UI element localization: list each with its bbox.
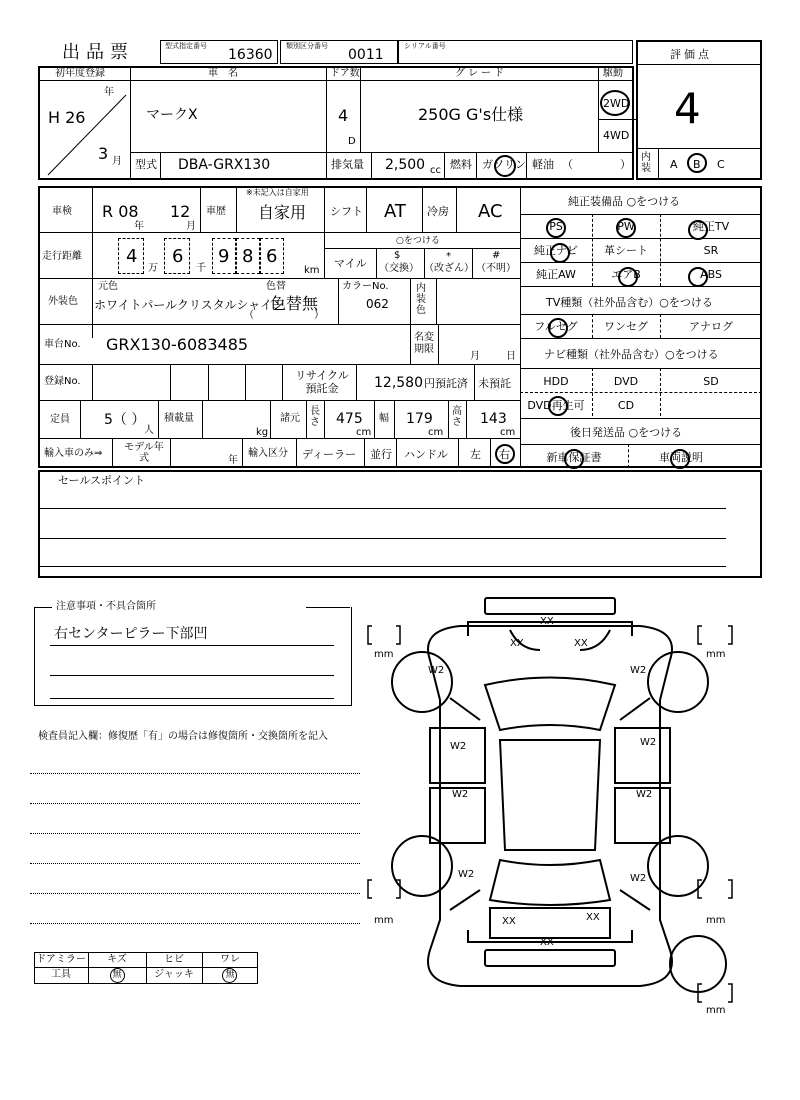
reg-no-label: 登録No. <box>44 376 81 387</box>
docs-manual-circle <box>670 449 690 469</box>
fuel-label: 燃料 <box>450 158 472 171</box>
docs-title: 後日発送品 ○をつける <box>570 426 683 439</box>
width-unit: cm <box>428 427 444 438</box>
inspection-month-unit: 月 <box>186 221 196 232</box>
nav-title: ナビ種類（社外品含む）○をつける <box>544 348 719 361</box>
score-label: 評価点 <box>670 48 712 61</box>
diagram-mm-front-right: mm <box>706 649 726 660</box>
dimensions-label: 諸元 <box>280 413 300 424</box>
length-value: 475 <box>336 411 363 427</box>
color-no-label: カラーNo. <box>342 281 389 292</box>
mileage-opt-exchange: （交換） <box>379 263 419 274</box>
equipment-title: 純正装備品 ○をつける <box>568 195 681 208</box>
orig-color-label: 元色 <box>98 281 118 292</box>
mileage-opt-tamper-sym: * <box>446 251 451 262</box>
tools-circle <box>110 968 125 983</box>
tools-label: 工具 <box>51 969 71 980</box>
mileage-digit-5-value: 6 <box>266 246 278 267</box>
nav-dvd: DVD <box>613 375 639 388</box>
tools-value: 無 <box>112 970 122 980</box>
name-change-day: 日 <box>506 351 516 362</box>
history-note: ※未記入は自家用 <box>246 188 309 197</box>
drive-label: 駆動 <box>603 68 623 79</box>
damage-mark-14: XX <box>540 937 554 948</box>
docs-manual: 車両説明 <box>659 451 703 464</box>
inspection-label: 車検 <box>52 206 72 217</box>
notes-label: 注意事項・不具合箇所 <box>56 601 156 612</box>
equip-tv: 純正TV <box>692 220 730 233</box>
equip-pw-circle <box>616 218 636 238</box>
inspection-era: R 08 <box>102 202 139 221</box>
car-name: マークX <box>146 107 198 123</box>
docs-warranty: 新車保証書 <box>546 451 602 464</box>
mirror-header-3: ヒビ <box>164 954 184 965</box>
fuel-other-close: ） <box>620 158 631 171</box>
tv-analog: アナログ <box>689 320 733 333</box>
equip-abs-circle <box>688 267 708 287</box>
height-unit: cm <box>500 427 516 438</box>
orig-color: ホワイトパールクリスタルシャイン <box>94 298 285 312</box>
history-value: 自家用 <box>258 203 307 222</box>
interior-color-label: 内装色 <box>416 283 426 316</box>
displacement-unit: cc <box>430 165 441 176</box>
import-type-label: 輸入区分 <box>248 448 288 459</box>
damage-mark-13: XX <box>586 912 600 923</box>
ac-label: 冷房 <box>427 205 449 218</box>
height-label: 高さ <box>452 406 462 428</box>
handle-label: ハンドル <box>404 448 448 461</box>
inspection-year-unit: 年 <box>134 221 144 232</box>
length-label: 長さ <box>310 406 320 428</box>
interior-c: C <box>717 158 725 171</box>
damage-mark-4: W2 <box>428 665 445 676</box>
equip-leather: 革シート <box>604 244 648 257</box>
mileage-opt-unknown: （不明） <box>476 263 516 274</box>
serial-label: シリアル番号 <box>404 42 446 50</box>
damage-mark-8: W2 <box>452 789 469 800</box>
load-unit: kg <box>256 427 269 438</box>
damage-mark-7: W2 <box>640 737 657 748</box>
damage-mark-10: W2 <box>458 869 475 880</box>
model-year-label: モデル年式 <box>124 442 164 464</box>
handle-left: 左 <box>470 448 481 461</box>
damage-mark-11: W2 <box>630 873 647 884</box>
equip-pw: PW <box>617 220 635 233</box>
equip-aw: 純正AW <box>536 268 576 281</box>
drive-4wd: 4WD <box>603 129 630 142</box>
parallel: 並行 <box>370 448 392 461</box>
chassis-value: GRX130-6083485 <box>106 335 249 354</box>
repaint-label: 色替 <box>266 281 286 292</box>
sales-point-box <box>38 470 762 578</box>
model-year-unit: 年 <box>228 455 238 466</box>
mileage-opt-mile: マイル <box>334 257 367 270</box>
inspection-month: 12 <box>170 202 191 221</box>
mileage-digit-3-value: 9 <box>218 246 230 267</box>
equip-sr: SR <box>703 244 719 257</box>
fuel-other-open: （ <box>562 158 573 171</box>
tv-oneseg: ワンセグ <box>604 320 648 333</box>
mileage-opt-exchange-sym: $ <box>394 250 401 261</box>
grade-label: グレード <box>455 68 507 79</box>
equip-abs: ABS <box>700 268 722 281</box>
damage-mark-2: XX <box>510 638 524 649</box>
grade-value: 250G G's仕様 <box>418 105 524 124</box>
handle-right-circle <box>495 444 515 464</box>
equip-airbag-circle <box>618 267 638 287</box>
doors-value: 4 <box>338 106 349 125</box>
era-diagonal <box>38 80 138 180</box>
jack-circle <box>222 968 237 983</box>
color-no: 062 <box>366 297 389 311</box>
interior-a: A <box>670 158 678 171</box>
inspector-label: 検査員記入欄：修復歴「有」の場合は修復箇所・交換箇所を記入 <box>38 731 328 742</box>
equip-ps: PS <box>549 220 563 233</box>
page-title: 出品票 <box>62 42 134 63</box>
mileage-label: 走行距離 <box>42 251 82 262</box>
mileage-sen: 千 <box>196 263 206 274</box>
fuel-diesel: 軽油 <box>532 158 554 171</box>
shift-label: シフト <box>330 205 363 218</box>
width-value: 179 <box>406 411 433 427</box>
diagram-mm-spare: mm <box>706 1005 726 1016</box>
dealer: ディーラー <box>302 448 357 461</box>
repaint-paren-close: ） <box>314 310 324 321</box>
width-label: 幅 <box>379 413 389 424</box>
score-value: 4 <box>674 84 701 133</box>
model-designation-value: 16360 <box>228 47 273 63</box>
damage-mark-6: W2 <box>450 741 467 752</box>
capacity-unit: 人 <box>144 425 154 436</box>
docs-warranty-circle <box>564 449 584 469</box>
mileage-digit-4-value: 8 <box>242 246 254 267</box>
repaint-paren-open: （ <box>244 310 254 321</box>
ac-value: AC <box>478 201 503 222</box>
nav-dvd-playback-circle <box>548 396 568 416</box>
nav-hdd: HDD <box>543 375 569 388</box>
model-type-label: 型式 <box>135 158 157 171</box>
diagram-mm-front-left: mm <box>374 649 394 660</box>
notes-line1: 右センターピラー下部凹 <box>54 626 208 642</box>
mileage-opt-unknown-sym: # <box>492 250 501 261</box>
recycle-value: 12,580 <box>374 375 423 391</box>
first-reg-month: 3 <box>98 144 109 163</box>
first-reg-year-unit: 年 <box>104 87 114 98</box>
recycle-status: 円預託済 <box>424 377 468 390</box>
height-value: 143 <box>480 411 507 427</box>
history-label: 車歴 <box>206 206 226 217</box>
capacity-label: 定員 <box>50 414 70 425</box>
interior-score-label: 内装 <box>641 152 651 174</box>
diagram-mm-rear-left: mm <box>374 915 394 926</box>
tv-fullseg: フルセグ <box>534 320 578 333</box>
tv-fullseg-circle <box>548 318 568 338</box>
damage-mark-12: XX <box>502 916 516 927</box>
doors-label: ドア数 <box>330 68 360 79</box>
name-change-month: 月 <box>470 351 480 362</box>
equip-navi-circle <box>550 243 570 263</box>
fuel-gasoline-circle <box>494 155 516 177</box>
car-name-label: 車 名 <box>208 68 238 79</box>
drive-2wd: 2WD <box>603 97 630 110</box>
notes-bracket <box>34 607 352 706</box>
displacement: 2,500 <box>385 157 426 173</box>
mileage-digit-1-value: 4 <box>126 246 138 267</box>
mileage-circle-note: ○をつける <box>396 236 440 246</box>
equip-navi: 純正ナビ <box>534 244 578 257</box>
mileage-opt-tamper: （改ざん） <box>424 263 474 274</box>
sales-point-label: セールスポイント <box>58 474 146 487</box>
mirror-header-4: ワレ <box>220 954 240 965</box>
diagram-mm-rear-right: mm <box>706 915 726 926</box>
displacement-label: 排気量 <box>331 158 364 171</box>
equip-ps-circle <box>546 218 566 238</box>
damage-mark-3: XX <box>574 638 588 649</box>
damage-mark-9: W2 <box>636 789 653 800</box>
first-reg-era: H 26 <box>48 108 86 127</box>
chassis-label: 車台No. <box>44 339 81 350</box>
drive-2wd-circle <box>600 90 630 116</box>
jack-value: 無 <box>225 970 235 980</box>
repaint-value: 色替無 <box>270 294 319 313</box>
model-designation-label: 型式指定番号 <box>165 42 207 50</box>
model-type: DBA-GRX130 <box>178 157 271 173</box>
tv-title: TV種類（社外品含む）○をつける <box>546 296 713 309</box>
name-change-label: 名変期限 <box>414 332 434 355</box>
import-label: 輸入車のみ⇒ <box>44 448 103 459</box>
nav-dvd-playback: DVD再生可 <box>527 399 585 412</box>
equip-tv-circle <box>688 220 708 240</box>
nav-sd: SD <box>703 375 719 388</box>
fuel-gasoline: ガソリン <box>482 158 526 171</box>
mileage-unit: km <box>304 265 320 276</box>
shift-value: AT <box>384 201 406 222</box>
handle-right: 右 <box>499 448 510 461</box>
equip-airbag: エアB <box>611 268 641 281</box>
interior-b-circle <box>687 153 707 173</box>
category-label: 類別区分番号 <box>286 42 328 50</box>
recycle-unpaid: 未預託 <box>478 377 511 390</box>
damage-mark-1: XX <box>540 616 554 627</box>
length-unit: cm <box>356 427 372 438</box>
first-reg-label: 初年度登録 <box>55 68 105 79</box>
mirror-header-2: キズ <box>107 954 127 965</box>
exterior-label: 外装色 <box>48 296 78 307</box>
nav-cd: CD <box>617 399 635 412</box>
mileage-digit-2-value: 6 <box>172 246 184 267</box>
capacity-value: 5（ ） <box>104 412 146 428</box>
jack-label: ジャッキ <box>154 969 194 980</box>
first-reg-month-unit: 月 <box>112 156 122 167</box>
interior-b: B <box>693 158 701 171</box>
damage-mark-5: W2 <box>630 665 647 676</box>
recycle-label: リサイクル預託金 <box>295 369 349 396</box>
doors-suffix: D <box>348 136 356 147</box>
mirror-header-1: ドアミラー <box>36 954 86 965</box>
mileage-man: 万 <box>148 263 158 274</box>
category-value: 0011 <box>348 47 384 63</box>
load-label: 積載量 <box>164 413 194 424</box>
